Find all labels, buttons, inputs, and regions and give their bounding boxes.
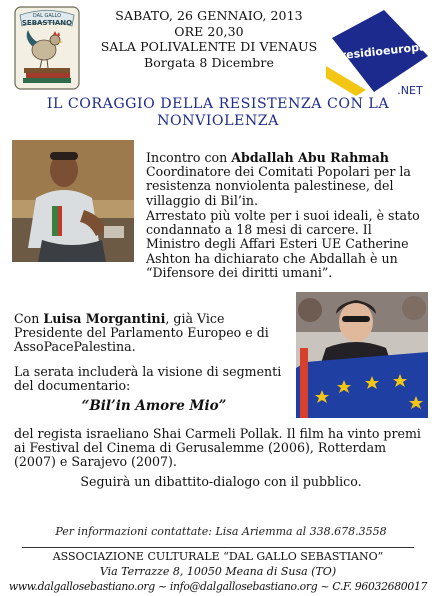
footer-links[interactable]: www.dalgallosebastiano.org ~ info@dalgallosebastiano.org ~ C.F. 96032680017 (8, 580, 428, 593)
logo-left-line2: SEBASTIANO (21, 19, 73, 27)
screening-paragraph: La serata includerà la visione di segmenti del documentario: (14, 364, 282, 394)
intro-lead: Incontro con (146, 150, 232, 165)
guest-lead: Con (14, 311, 44, 326)
abdallah-photo (12, 140, 134, 262)
event-venue: SALA POLIVALENTE DI VENAUS (100, 39, 318, 54)
presidio-suffix: .NET (397, 84, 423, 96)
arrest-paragraph: Arrestato più volte per i suoi ideali, è stato condannato a 18 mesi di carcere. Il Ministro degli Affari Esteri UE Catherine Ashton ha dichiarato che Abdallah è un “Difensore dei diritti umani”. (146, 208, 420, 280)
footer-divider (22, 547, 414, 548)
event-time: ORE 20,30 (174, 23, 244, 39)
presidioeuropa-logo (326, 8, 430, 96)
page-title: IL CORAGGIO DELLA RESISTENZA CON LA NONVIOLENZA (46, 96, 390, 129)
event-address: Borgata 8 Dicembre (144, 54, 274, 70)
film-info-paragraph: del regista israeliano Shai Carmeli Pollak. Il film ha vinto premi ai Festival del Cinema di Gerusalemme (2006), Rotterdam (2007) e Sarajevo (2007). (14, 426, 421, 470)
intro-rest: Coordinatore dei Comitati Popolari per la resistenza nonviolenta palestinese, del villaggio di Bil’in. (146, 164, 411, 208)
guest-rest: , già Vice Presidente del Parlamento Europeo e di AssoPacePalestina. (14, 311, 269, 355)
event-header (84, 8, 334, 70)
film-title: “Bil’in Amore Mio” (81, 398, 227, 414)
logo-left-line1: DAL GALLO (32, 13, 62, 19)
footer-address: Via Terrazze 8, 10050 Meana di Susa (TO) (99, 565, 337, 578)
guest-name: Luisa Morgantini (43, 311, 166, 326)
presidio-name: presidioeuropa (332, 40, 427, 63)
speaker-name: Abdallah Abu Rahmah (231, 150, 389, 165)
luisa-photo (296, 292, 428, 418)
contact-line: Per informazioni contattate: Lisa Ariemma al 338.678.3558 (55, 525, 387, 538)
event-date: SABATO, 26 GENNAIO, 2013 (115, 8, 303, 23)
guest-paragraph (14, 312, 290, 355)
intro-paragraph (146, 151, 428, 208)
dal-gallo-sebastiano-logo (14, 6, 80, 90)
debate-line: Seguirà un dibattito-dialogo con il pubblico. (80, 474, 362, 489)
footer (4, 549, 432, 594)
footer-org: ASSOCIAZIONE CULTURALE “DAL GALLO SEBASTIANO” (52, 550, 384, 563)
